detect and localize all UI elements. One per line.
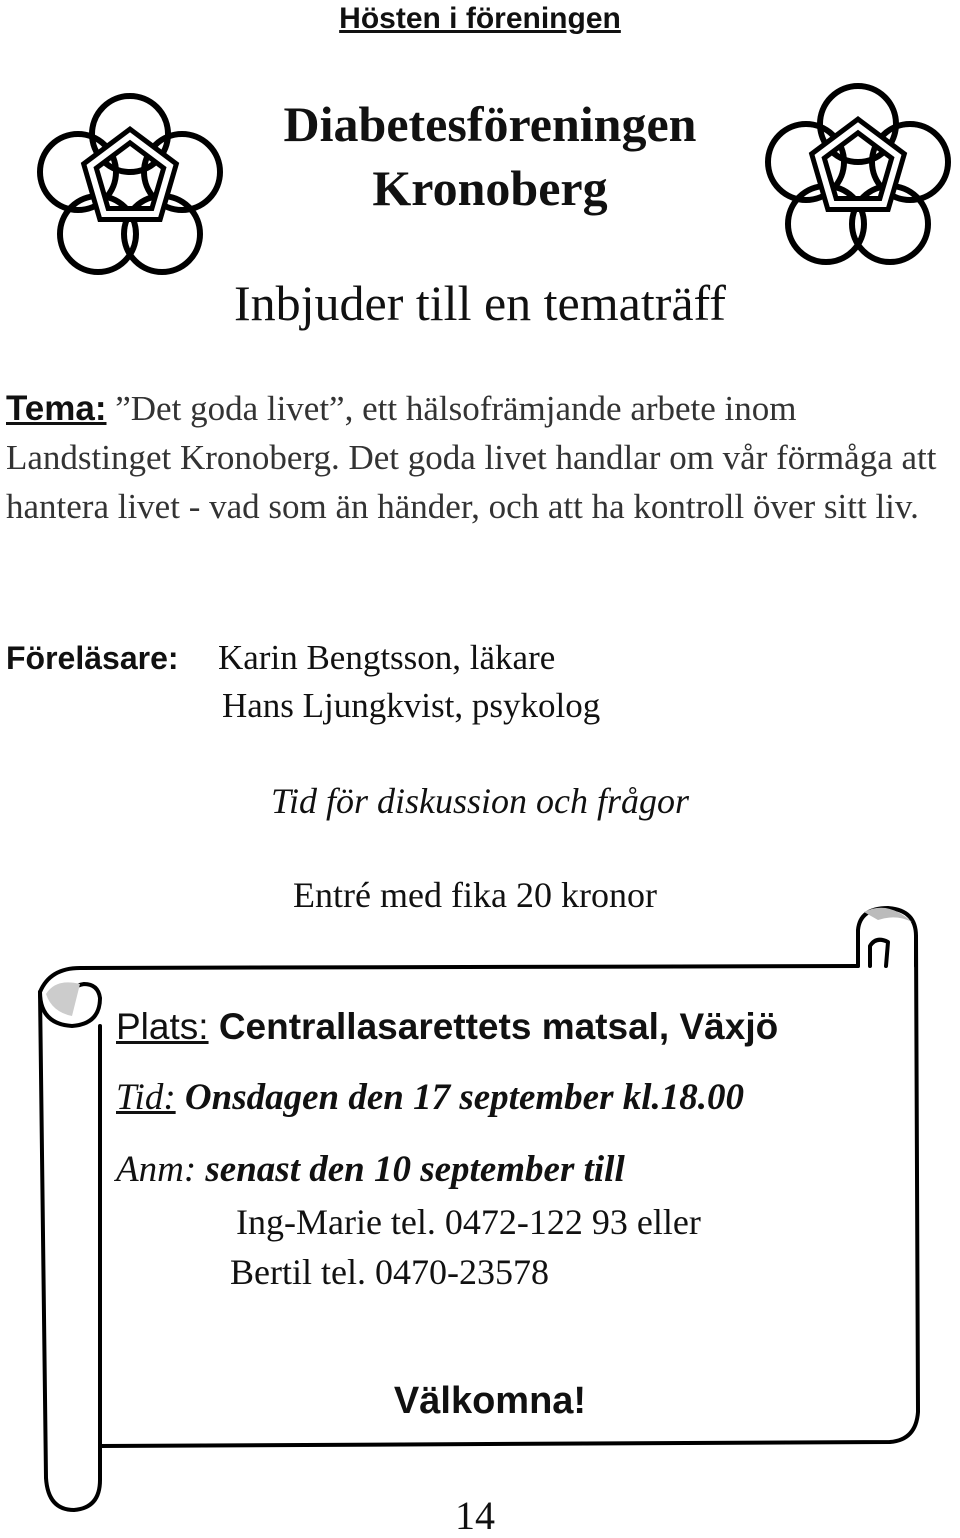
registration-note: [116, 1146, 625, 1194]
section-header: Hösten i föreningen: [339, 2, 621, 35]
lecturers-label: Föreläsare:: [6, 640, 179, 676]
organization-line-1: Diabetesföreningen: [283, 96, 697, 152]
entrance-fee: Entré med fika 20 kronor: [293, 875, 657, 915]
event-time: [116, 1074, 744, 1122]
welcome-text: Välkomna!: [393, 1380, 587, 1422]
note-value: senast den 10 september till: [196, 1149, 625, 1190]
time-value: Onsdagen den 17 september kl.18.00: [175, 1077, 744, 1118]
page-number: 14: [455, 1493, 495, 1538]
place-value: Centrallasarettets matsal, Växjö: [208, 1006, 779, 1047]
contact-ing-marie: Ing-Marie tel. 0472-122 93 eller: [236, 1202, 701, 1242]
lecturer-2: Hans Ljungkvist, psykolog: [222, 686, 601, 725]
time-label: Tid:: [116, 1077, 176, 1118]
place-label: Plats:: [116, 1006, 209, 1047]
invitation-heading: Inbjuder till en tematräff: [234, 275, 726, 331]
contact-bertil: Bertil tel. 0470-23578: [230, 1252, 549, 1292]
theme-label: Tema:: [6, 389, 107, 428]
discussion-note: Tid för diskussion och frågor: [270, 781, 690, 821]
organization-line-2: Kronoberg: [372, 160, 608, 216]
event-place: [116, 1003, 778, 1052]
note-label: Anm:: [116, 1149, 197, 1190]
theme-text: ”Det goda livet”, ett hälsofrämjande arbete inom Landstinget Kronoberg. Det goda livet handlar om vår förmåga att hantera livet - vad som än händer, och att ha kontroll över sitt liv.: [6, 389, 937, 526]
lecturer-1: Karin Bengtsson, läkare: [218, 638, 556, 677]
